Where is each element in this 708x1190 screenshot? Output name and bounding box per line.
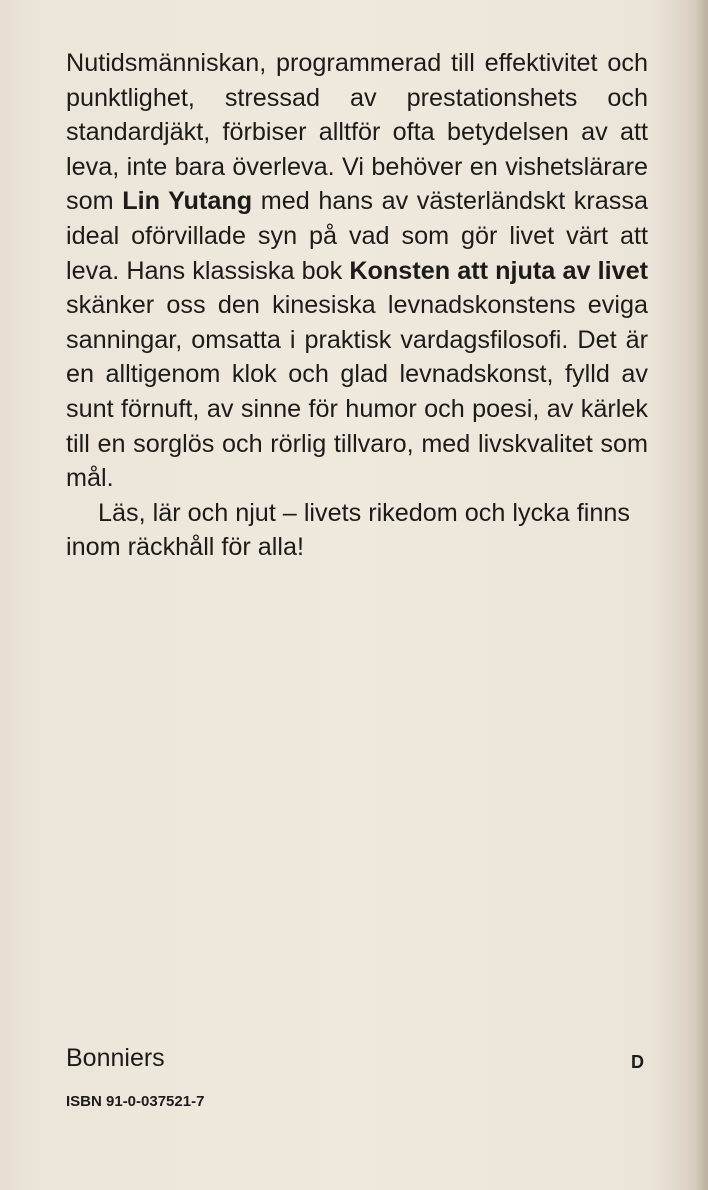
- isbn-number: ISBN 91-0-037521-7: [66, 1093, 205, 1110]
- blurb-text-segment-2: med hans av västerländskt krassa ideal oförvillade syn på vad som gör livet värt att leva. Hans klassiska bok: [66, 187, 648, 285]
- blurb-paragraph-2: Läs, lär och njut – livets rikedom och lycka finns inom räckhåll för alla!: [66, 498, 630, 562]
- author-name: Lin Yutang: [122, 187, 253, 216]
- series-code-letter: D: [631, 1052, 644, 1072]
- publisher-name: Bonniers: [66, 1044, 165, 1072]
- blurb-text-segment-1: Nutidsmänniskan, programmerad till effektivitet och punktlighet, stressad av prestationshets och standardjäkt, förbiser alltför ofta betydelsen av att leva, inte bara överleva. Vi behöver en vishetslärare som: [66, 49, 648, 216]
- blurb-paragraph-1: [66, 46, 648, 496]
- blurb-text: [66, 46, 648, 565]
- book-title: Konsten att njuta av livet: [349, 256, 648, 285]
- blurb-text-segment-3: skänker oss den kinesiska levnadskonstens eviga sanningar, omsatta i praktisk vardagsfilosofi. Det är en alltigenom klok och glad levnadskonst, fylld av sunt förnuft, av sinne för humor och poesi, av kärlek till en sorglös och rörlig tillvaro, med livskvalitet som mål.: [66, 291, 648, 493]
